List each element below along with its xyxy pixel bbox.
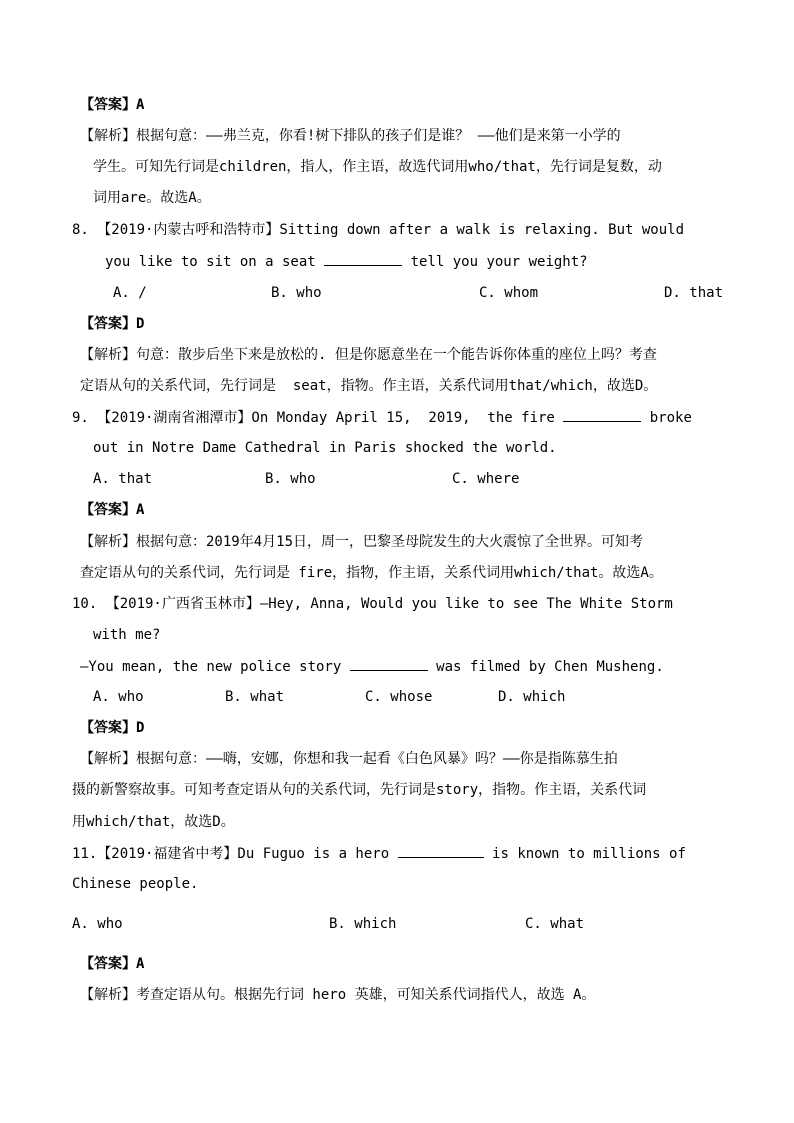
q10-answer: 【答案】D — [80, 720, 145, 736]
q11-answer: 【答案】A — [80, 956, 145, 972]
q11-analysis: 【解析】考查定语从句。根据先行词 hero 英雄，可知关系代词指代人，故选 A。 — [80, 987, 596, 1003]
q10-analysis-line-3: 用which/that，故选D。 — [72, 814, 235, 830]
q9-answer-blank — [563, 407, 641, 422]
q7-analysis-line-3: 词用are。故选A。 — [93, 190, 211, 206]
q10-option-c: C. whose — [365, 689, 433, 705]
q9-header-post: broke — [649, 410, 692, 426]
q8-option-d: D. that — [664, 285, 724, 301]
q10-header: 10. 【2019·广西省玉林市】—Hey, Anna, Would you like to see The White Storm — [72, 596, 673, 612]
q8-line-2 — [105, 251, 588, 272]
q9-answer: 【答案】A — [80, 502, 145, 518]
q10-line-3-pre: —You mean, the new police story — [80, 659, 342, 675]
q8-answer: 【答案】D — [80, 316, 145, 332]
q8-answer-blank — [324, 251, 402, 266]
q8-option-a: A. / — [113, 285, 147, 301]
q10-option-a: A. who — [93, 689, 144, 705]
q11-option-b: B. which — [329, 916, 397, 932]
q11-header-post: is known to millions of — [492, 846, 686, 862]
q7-answer: 【答案】A — [80, 97, 145, 113]
q10-line-3-post: was filmed by Chen Musheng. — [436, 659, 664, 675]
q7-analysis-line-2: 学生。可知先行词是children，指人，作主语，故选代词用who/that，先行词是复数，动 — [93, 159, 662, 175]
q8-option-c: C. whom — [479, 285, 539, 301]
q8-analysis-line-1: 【解析】句意：散步后坐下来是放松的. 但是你愿意坐在一个能告诉你体重的座位上吗？考查 — [80, 347, 657, 363]
q9-option-c: C. where — [452, 471, 520, 487]
q11-option-a: A. who — [72, 916, 123, 932]
q10-analysis-line-1: 【解析】根据句意：——嗨，安娜，你想和我一起看《白色风暴》吗？——你是指陈慕生拍 — [80, 751, 618, 767]
q11-header-pre: 11.【2019·福建省中考】Du Fuguo is a hero — [72, 846, 390, 862]
q10-answer-blank — [350, 656, 428, 671]
q8-analysis-line-2: 定语从句的关系代词，先行词是 seat，指物。作主语，关系代词用that/which，故选D。 — [80, 378, 658, 394]
q7-analysis-line-1: 【解析】根据句意：——弗兰克，你看!树下排队的孩子们是谁？ ——他们是来第一小学的 — [80, 128, 621, 144]
q9-analysis-line-1: 【解析】根据句意：2019年4月15日，周一，巴黎圣母院发生的大火震惊了全世界。可知考 — [80, 534, 643, 550]
q11-line-2: Chinese people. — [72, 876, 199, 892]
q10-analysis-line-2: 摄的新警察故事。可知考查定语从句的关系代词，先行词是story，指物。作主语，关系代词 — [72, 782, 647, 798]
q8-line-2-post: tell you your weight? — [410, 254, 588, 270]
q10-option-d: D. which — [498, 689, 566, 705]
q11-header — [72, 843, 686, 864]
q9-option-b: B. who — [265, 471, 316, 487]
q9-option-a: A. that — [93, 471, 153, 487]
q9-header-pre: 9. 【2019·湖南省湘潭市】On Monday April 15, 2019, the fire — [72, 410, 555, 426]
q11-answer-blank — [398, 843, 484, 858]
q8-option-b: B. who — [271, 285, 322, 301]
q11-option-c: C. what — [525, 916, 585, 932]
q9-header — [72, 407, 692, 428]
q8-header: 8. 【2019·内蒙古呼和浩特市】Sitting down after a walk is relaxing. But would — [72, 222, 685, 238]
q10-line-2: with me? — [93, 627, 161, 643]
q8-line-2-pre: you like to sit on a seat — [105, 254, 316, 270]
q9-analysis-line-2: 查定语从句的关系代词，先行词是 fire，指物，作主语，关系代词用which/that。故选A。 — [80, 565, 663, 581]
q10-line-3 — [80, 656, 664, 677]
q9-line-2: out in Notre Dame Cathedral in Paris shocked the world. — [93, 440, 557, 456]
q10-option-b: B. what — [225, 689, 285, 705]
